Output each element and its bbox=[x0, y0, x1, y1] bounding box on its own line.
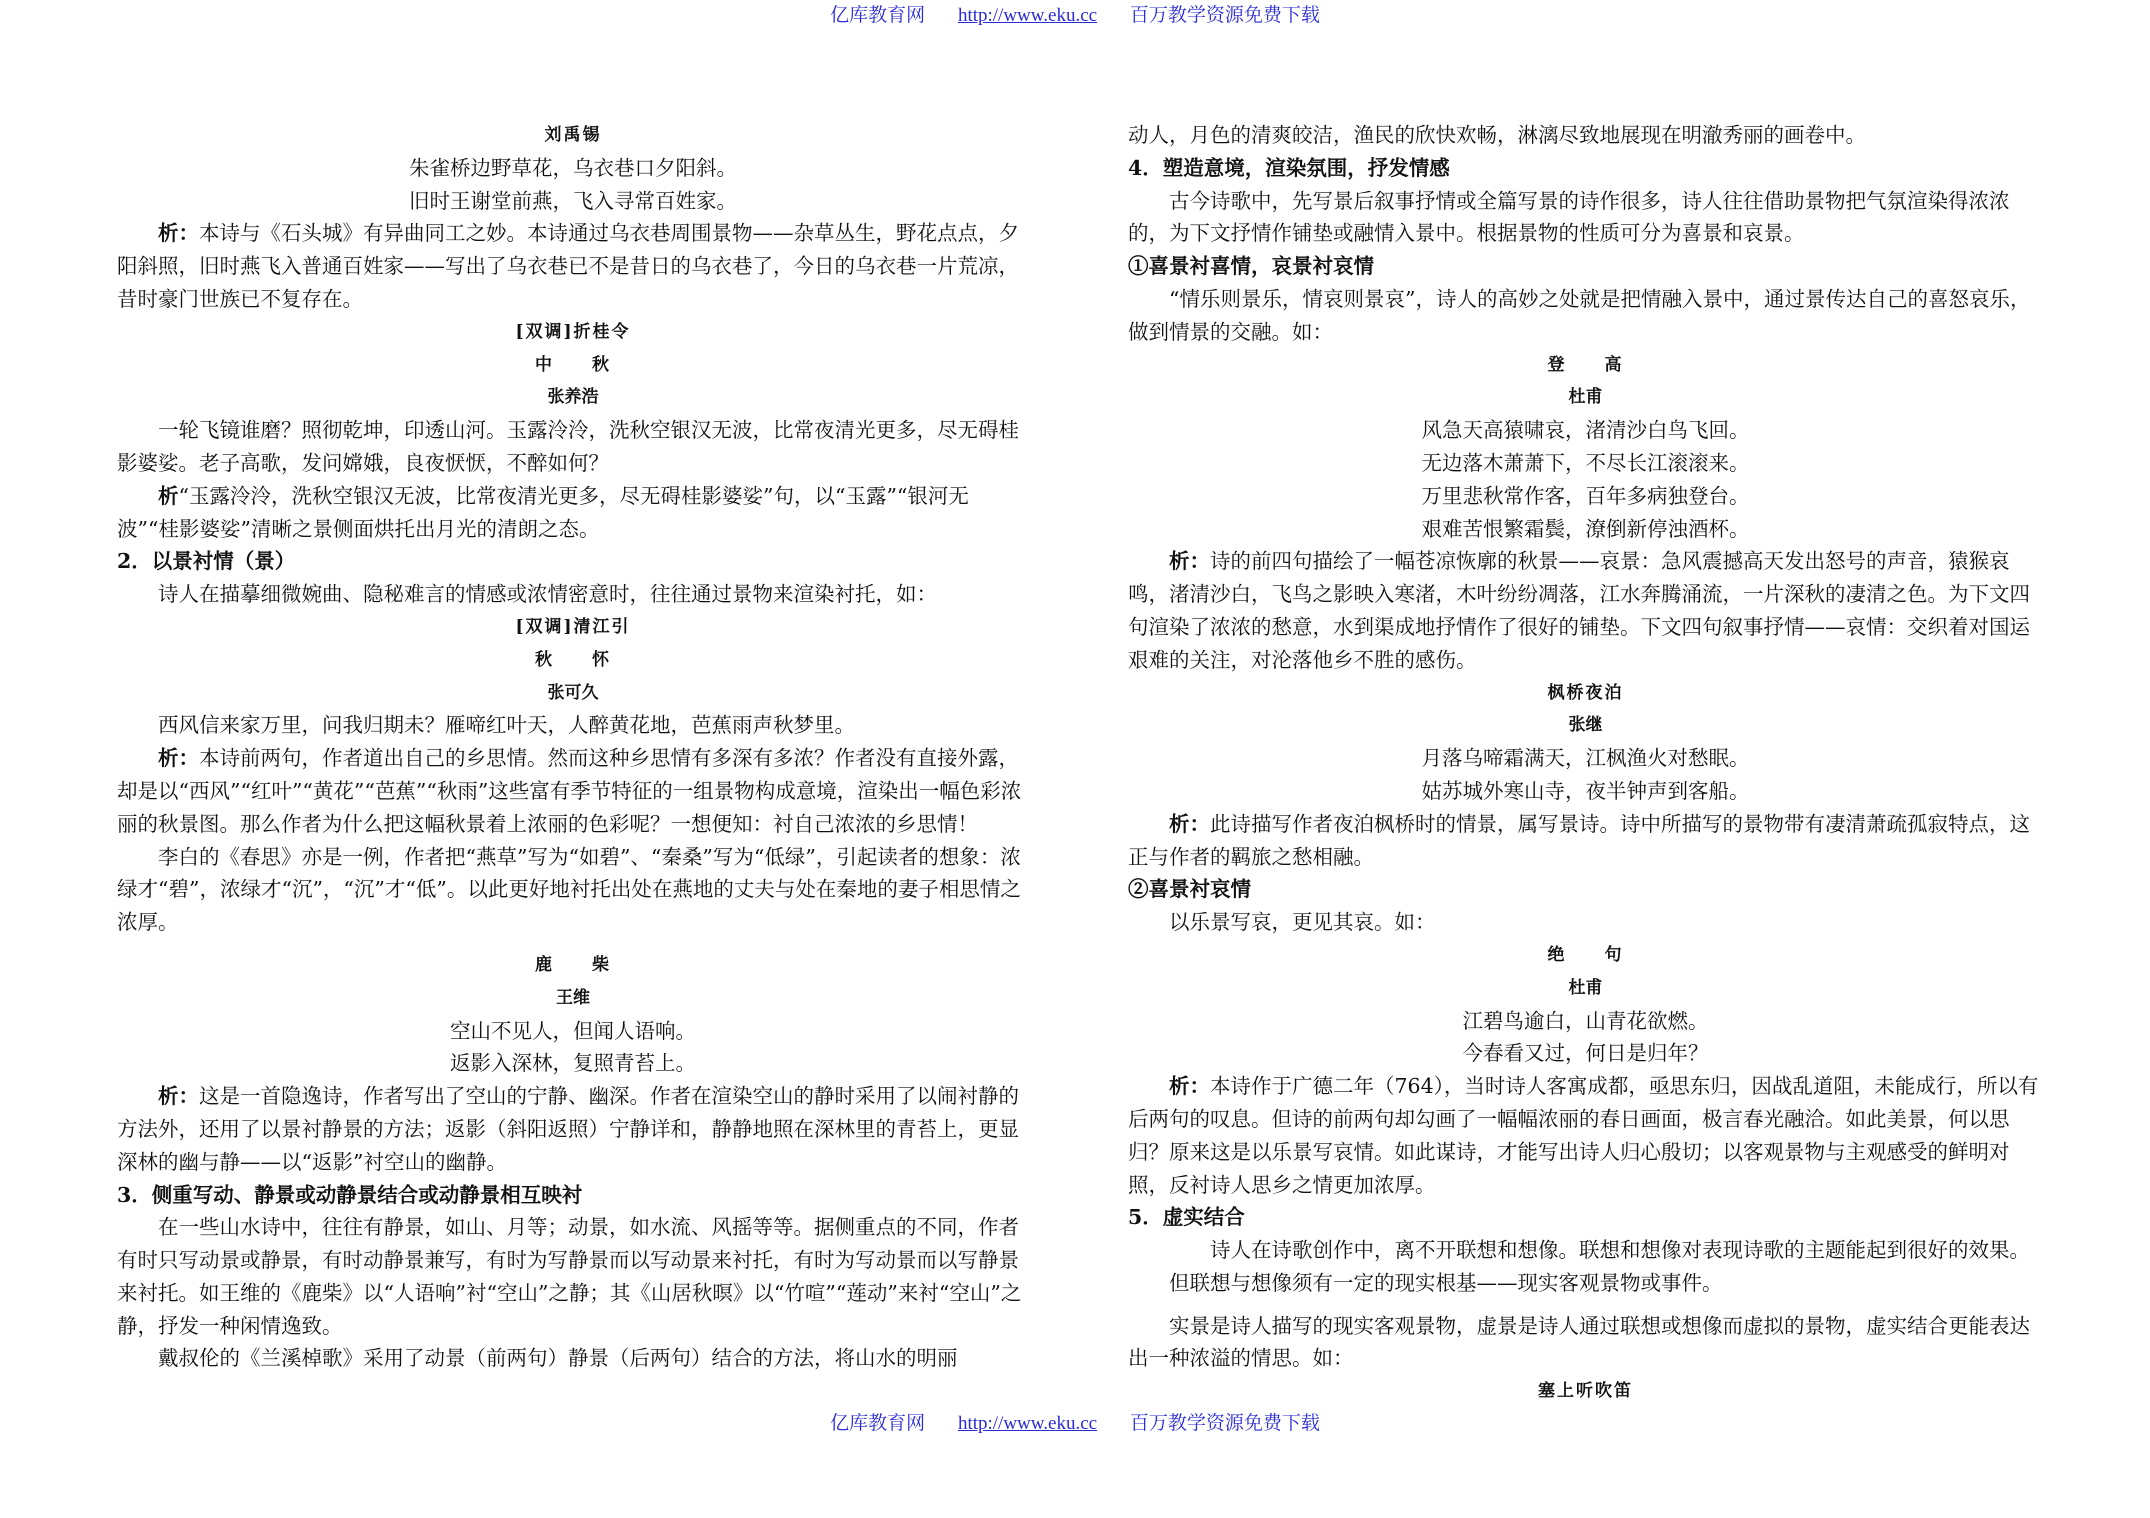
body-paragraph: 动人，月色的清爽皎洁，渔民的欣快欢畅，淋漓尽致地展现在明澈秀丽的画卷中。 bbox=[1128, 123, 1866, 147]
analysis-label: 析： bbox=[158, 746, 199, 771]
body-paragraph: 在一些山水诗中，往往有静景，如山、月等；动景，如水流、风摇等等。据侧重点的不同，作者有时只写动景或静景，有时动静景兼写，有时为写静景而以写动景来衬托，有时为写动景而以写静景来衬托。如王维的《鹿柴》以“人语响”衬“空山”之静；其《山居秋暝》以“竹喧”“莲动”来衬“空山”之静，抒发一种闲情逸致。 bbox=[117, 1215, 1022, 1338]
poem-line: 朱雀桥边野草花，乌衣巷口夕阳斜。 bbox=[409, 155, 737, 180]
poem-line: 今春看又过，何日是归年？ bbox=[1462, 1041, 1709, 1066]
body-paragraph: 戴叔伦的《兰溪棹歌》采用了动景（前两句）静景（后两句）结合的方法，将山水的明丽 bbox=[158, 1346, 958, 1371]
poem-line: 艰难苦恨繁霜鬓，潦倒新停浊酒杯。 bbox=[1421, 516, 1750, 541]
poem-line: 江碧鸟逾白，山青花欲燃。 bbox=[1462, 1008, 1709, 1033]
poem-line: 无边落木萧萧下，不尽长江滚滚来。 bbox=[1421, 450, 1750, 475]
poem-text: 西风信来家万里，问我归期未？雁啼红叶天，人醉黄花地，芭蕉雨声秋梦里。 bbox=[158, 713, 855, 738]
analysis-paragraph bbox=[117, 217, 1029, 315]
poem-tune: [双调]清江引 bbox=[515, 616, 631, 637]
analysis-paragraph bbox=[117, 1080, 1029, 1178]
poem-line: 空山不见人，但闻人语响。 bbox=[450, 1018, 696, 1043]
analysis-paragraph bbox=[1128, 808, 2043, 874]
subsection-intro: 以乐景写哀，更见其哀。如： bbox=[1169, 910, 1436, 935]
poem-tune: [双调]折桂令 bbox=[515, 321, 631, 342]
header-url-link[interactable]: http://www.eku.cc bbox=[957, 5, 1098, 26]
poem-line: 风急天高猿啸哀，渚清沙白鸟飞回。 bbox=[1421, 418, 1750, 443]
section-heading: 5．虚实结合 bbox=[1128, 1205, 1245, 1230]
body-paragraph: 实景是诗人描写的现实客观景物，虚景是诗人通过联想或想像而虚拟的景物，虚实结合更能表达出一种浓溢的情思。如： bbox=[1128, 1313, 2030, 1371]
poem-title: 登 高 bbox=[1547, 354, 1624, 375]
footer-site-name[interactable]: 亿库教育网 bbox=[830, 1413, 926, 1434]
poem-author: 张继 bbox=[1568, 715, 1603, 736]
subsection-heading: ②喜景衬哀情 bbox=[1128, 877, 1251, 902]
footer-url-link[interactable]: http://www.eku.cc bbox=[957, 1413, 1098, 1434]
header-site-name[interactable]: 亿库教育网 bbox=[830, 5, 926, 26]
analysis-text: 本诗作于广德二年（764），当时诗人客寓成都，亟思东归，因战乱道阻，未能成行，所以有后两句的叹息。但诗的前两句却勾画了一幅幅浓丽的春日画面，极言春光融洽。如此美景，何以思归？原来这是以乐景写哀情。如此谋诗，才能写出诗人归心殷切；以客观景物与主观感受的鲜明对照，反衬诗人思乡之情更加浓厚。 bbox=[1128, 1074, 2039, 1197]
poem-text: 一轮飞镜谁磨？照彻乾坤，印透山河。玉露泠泠，洗秋空银汉无波，比常夜清光更多，尽无碍桂影婆娑。老子高歌，发问嫦娥，良夜恹恹，不醉如何？ bbox=[117, 418, 1019, 475]
analysis-paragraph bbox=[1128, 1070, 2043, 1201]
section-heading: 2．以景衬情（景） bbox=[117, 549, 296, 574]
poem-author: 杜甫 bbox=[1568, 977, 1603, 998]
body-paragraph: 李白的《春思》亦是一例，作者把“燕草”写为“如碧”、“秦桑”写为“低绿”，引起读者的想象：浓绿才“碧”，浓绿才“沉”，“沉”才“低”。以此更好地衬托出处在燕地的丈夫与处在秦地的妻子相思情之浓厚。 bbox=[117, 844, 1021, 935]
poem-author-liu-yuxi: 刘禹锡 bbox=[544, 125, 602, 145]
poem-author: 王维 bbox=[556, 987, 590, 1008]
poem-line: 返影入深林，复照青苔上。 bbox=[450, 1051, 696, 1076]
poem-line: 月落乌啼霜满天，江枫渔火对愁眠。 bbox=[1421, 746, 1750, 771]
poem-title: 塞上听吹笛 bbox=[1538, 1381, 1633, 1402]
analysis-label: 析： bbox=[1169, 549, 1210, 574]
poem-line: 旧时王谢堂前燕，飞入寻常百姓家。 bbox=[409, 188, 737, 213]
analysis-label: 析 bbox=[158, 483, 179, 508]
poem-title: 秋 怀 bbox=[535, 649, 611, 670]
poem-title: 中 秋 bbox=[535, 354, 611, 375]
poem-line: 姑苏城外寒山寺，夜半钟声到客船。 bbox=[1421, 778, 1750, 803]
analysis-text: 诗的前四句描绘了一幅苍凉恢廓的秋景——哀景：急风震撼高天发出怒号的声音，猿猴哀鸣，渚清沙白，飞鸟之影映入寒渚，木叶纷纷凋落，江水奔腾涌流，一片深秋的凄清之色。为下文四句渲染了浓浓的愁意，水到渠成地抒情作了很好的铺垫。下文四句叙事抒情——哀情：交织着对国运艰难的关注，对沦落他乡不胜的感伤。 bbox=[1128, 549, 2030, 672]
analysis-text: 这是一首隐逸诗，作者写出了空山的宁静、幽深。作者在渲染空山的静时采用了以闹衬静的方法外，还用了以景衬静景的方法；返影（斜阳返照）宁静详和，静静地照在深林里的青苔上，更显深林的幽与静——以“返影”衬空山的幽静。 bbox=[117, 1084, 1019, 1174]
subsection-heading: ①喜景衬喜情，哀景衬哀情 bbox=[1128, 254, 1374, 279]
poem-title: 绝 句 bbox=[1547, 944, 1624, 965]
poem-title: 枫桥夜泊 bbox=[1547, 682, 1624, 703]
section-intro: 古今诗歌中，先写景后叙事抒情或全篇写景的诗作很多，诗人往往借助景物把气氛渲染得浓浓的，为下文抒情作铺垫或融情入景中。根据景物的性质可分为喜景和哀景。 bbox=[1128, 188, 2010, 246]
body-paragraph: 诗人在诗歌创作中，离不开联想和想像。联想和想像对表现诗歌的主题能起到很好的效果。但联想与想像须有一定的现实根基——现实客观景物或事件。 bbox=[1169, 1238, 2030, 1295]
analysis-label: 析： bbox=[158, 1084, 199, 1109]
header-slogan[interactable]: 百万教学资源免费下载 bbox=[1129, 5, 1320, 26]
analysis-text: 本诗前两句，作者道出自己的乡思情。然而这种乡思情有多深有多浓？作者没有直接外露，却是以“西风”“红叶”“黄花”“芭蕉”“秋雨”这些富有季节特征的一组景物构成意境，渲染出一幅色彩浓丽的秋景图。那么作者为什么把这幅秋景着上浓丽的色彩呢？一想便知：衬自己浓浓的乡思情！ bbox=[117, 746, 1022, 836]
analysis-text: “玉露泠泠，洗秋空银汉无波，比常夜清光更多，尽无碍桂影婆娑”句，以“玉露”“银河无波”“桂影婆娑”清晰之景侧面烘托出月光的清朗之态。 bbox=[117, 483, 969, 541]
section-heading: 3．侧重写动、静景或动静景结合或动静景相互映衬 bbox=[117, 1182, 583, 1207]
right-column bbox=[1128, 119, 2043, 1408]
analysis-label: 析： bbox=[1169, 811, 1210, 836]
analysis-text: 此诗描写作者夜泊枫桥时的情景，属写景诗。诗中所描写的景物带有凄清萧疏孤寂特点，这正与作者的羁旅之愁相融。 bbox=[1128, 811, 2030, 869]
section-heading: 4．塑造意境，渲染氛围，抒发情感 bbox=[1128, 155, 1450, 180]
section-intro: 诗人在描摹细微婉曲、隐秘难言的情感或浓情密意时，往往通过景物来渲染衬托，如： bbox=[158, 582, 937, 607]
analysis-text: 本诗与《石头城》有异曲同工之妙。本诗通过乌衣巷周围景物——杂草丛生，野花点点，夕阳斜照，旧时燕飞入普通百姓家——写出了乌衣巷已不是昔日的乌衣巷了，今日的乌衣巷一片荒凉，昔时豪门世族已不复存在。 bbox=[117, 221, 1019, 311]
analysis-paragraph bbox=[117, 742, 1029, 840]
analysis-paragraph bbox=[117, 480, 1029, 546]
analysis-label: 析： bbox=[1169, 1074, 1210, 1099]
analysis-label: 析： bbox=[158, 221, 199, 246]
poem-line: 万里悲秋常作客，百年多病独登台。 bbox=[1421, 483, 1750, 508]
poem-author: 张可久 bbox=[547, 682, 599, 703]
subsection-intro: “情乐则景乐，情哀则景哀”，诗人的高妙之处就是把情融入景中，通过景传达自己的喜怒哀乐，做到情景的交融。如： bbox=[1128, 286, 2031, 344]
poem-author: 张养浩 bbox=[547, 387, 599, 408]
left-column bbox=[117, 119, 1029, 1375]
page-header bbox=[0, 0, 2150, 27]
poem-title: 鹿 柴 bbox=[535, 954, 611, 975]
footer-slogan[interactable]: 百万教学资源免费下载 bbox=[1129, 1413, 1320, 1434]
poem-author: 杜甫 bbox=[1568, 387, 1603, 408]
analysis-paragraph bbox=[1128, 545, 2043, 676]
page-footer bbox=[0, 1408, 2150, 1435]
